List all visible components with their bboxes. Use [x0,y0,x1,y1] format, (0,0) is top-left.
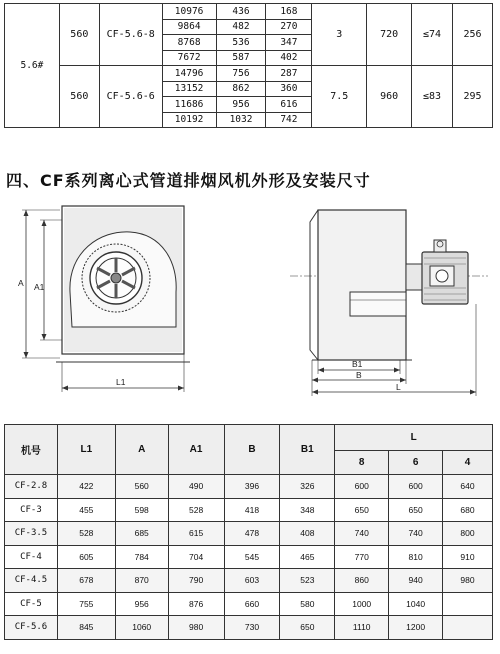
col-header-a: A [115,425,168,475]
spec-cell: 360 [266,81,312,97]
table-cell: 1060 [115,616,168,640]
fan-drawings [0,192,500,414]
table-cell: 1000 [335,592,389,616]
table-cell: 580 [280,592,335,616]
table-row [5,592,493,616]
spec-cell: 1032 [216,112,266,128]
table-cell: 980 [443,569,493,593]
spec-cell: 862 [216,81,266,97]
spec-cell: 168 [266,4,312,20]
spec-cell: 956 [216,97,266,113]
table-row [5,545,493,569]
model-cell: CF-3.5 [5,522,58,546]
table-cell: 755 [57,592,115,616]
table-cell: 455 [57,498,115,522]
spec-noise-cell: ≤74 [412,4,453,66]
table-cell: 860 [335,569,389,593]
table-cell: 615 [168,522,224,546]
label-b: B [356,370,362,380]
spec-cell: 616 [266,97,312,113]
table-cell: 870 [115,569,168,593]
table-row [5,616,493,640]
table-cell: 560 [115,475,168,499]
front-view-drawing [22,206,190,392]
table-cell [443,616,493,640]
table-cell: 800 [443,522,493,546]
spec-cell: 11686 [162,97,216,113]
table-cell: 876 [168,592,224,616]
spec-noise-cell: ≤83 [412,66,453,128]
model-cell: CF-3 [5,498,58,522]
table-cell: 528 [57,522,115,546]
table-cell: 1040 [389,592,443,616]
table-cell: 396 [224,475,280,499]
table-cell: 740 [335,522,389,546]
table-cell: 603 [224,569,280,593]
table-cell: 956 [115,592,168,616]
spec-cell: 756 [216,66,266,82]
spec-cell: 436 [216,4,266,20]
table-cell: 740 [389,522,443,546]
side-view-drawing [290,210,488,396]
col-header-b: B [224,425,280,475]
table-cell: 478 [224,522,280,546]
spec-weight-cell: 256 [453,4,493,66]
motor-mount [406,264,424,290]
col-header-model: 机号 [5,425,58,475]
spec-table [4,3,493,128]
table-cell: 940 [389,569,443,593]
model-cell: CF-2.8 [5,475,58,499]
col-header-b1: B1 [280,425,335,475]
spec-cell: 8768 [162,35,216,51]
spec-cell: 287 [266,66,312,82]
table-cell: 845 [57,616,115,640]
col-header-l: L [335,425,493,451]
side-outlet [350,292,406,316]
table-cell: 910 [443,545,493,569]
table-row [5,569,493,593]
model-cell: CF-4.5 [5,569,58,593]
spec-cell: 742 [266,112,312,128]
spec-model-cell: CF-5.6-8 [99,4,162,66]
spec-cell: 10192 [162,112,216,128]
table-cell: 598 [115,498,168,522]
label-l: L [396,382,401,392]
table-cell: 600 [389,475,443,499]
table-cell: 1110 [335,616,389,640]
table-cell: 1200 [389,616,443,640]
table-row [5,498,493,522]
spec-cell: 9864 [162,19,216,35]
spec-cell: 10976 [162,4,216,20]
table-cell: 650 [389,498,443,522]
motor-shaft-circle [436,270,448,282]
table-cell: 465 [280,545,335,569]
side-arrows [312,368,476,395]
spec-cell: 347 [266,35,312,51]
spec-cell: 14796 [162,66,216,82]
col-header-l1: L1 [57,425,115,475]
table-cell: 600 [335,475,389,499]
table-cell: 810 [389,545,443,569]
table-cell: 980 [168,616,224,640]
model-cell: CF-5 [5,592,58,616]
dim-header-row [5,425,493,451]
table-cell: 685 [115,522,168,546]
label-b1: B1 [352,359,363,369]
side-housing [318,210,406,360]
table-cell [443,592,493,616]
spec-cell: 587 [216,50,266,66]
col-header-l-4: 4 [443,451,493,475]
table-cell: 650 [280,616,335,640]
spec-cell: 7672 [162,50,216,66]
spec-power-cell: 3 [312,4,367,66]
col-header-a1: A1 [168,425,224,475]
table-cell: 523 [280,569,335,593]
table-cell: 704 [168,545,224,569]
label-l1: L1 [116,377,126,387]
table-cell: 790 [168,569,224,593]
spec-power-cell: 7.5 [312,66,367,128]
table-cell: 770 [335,545,389,569]
spec-cell: 402 [266,50,312,66]
spec-rpm-cell: 960 [367,66,412,128]
table-row [5,522,493,546]
dimension-table [4,424,493,640]
table-cell: 408 [280,522,335,546]
table-cell: 418 [224,498,280,522]
table-cell: 326 [280,475,335,499]
spec-col1-cell: 560 [59,66,99,128]
col-header-l-6: 6 [389,451,443,475]
spec-row [5,66,493,82]
spec-cell: 536 [216,35,266,51]
spec-model-cell: CF-5.6-6 [99,66,162,128]
section-heading: 四、CF系列离心式管道排烟风机外形及安装尺寸 [6,171,371,190]
table-cell: 650 [335,498,389,522]
side-inlet-lip [310,210,318,360]
dimension-table-body [5,475,493,640]
spec-cell: 482 [216,19,266,35]
model-cell: CF-4 [5,545,58,569]
label-a1: A1 [34,282,45,292]
table-cell: 545 [224,545,280,569]
table-cell: 680 [443,498,493,522]
table-row [5,475,493,499]
table-cell: 605 [57,545,115,569]
spec-rpm-cell: 720 [367,4,412,66]
hub-circle [111,273,121,283]
table-cell: 640 [443,475,493,499]
table-cell: 660 [224,592,280,616]
col-header-l-8: 8 [335,451,389,475]
table-cell: 678 [57,569,115,593]
spec-cell: 13152 [162,81,216,97]
table-cell: 730 [224,616,280,640]
table-cell: 422 [57,475,115,499]
label-a: A [18,278,24,288]
model-cell: CF-5.6 [5,616,58,640]
table-cell: 784 [115,545,168,569]
spec-weight-cell: 295 [453,66,493,128]
spec-col1-cell: 560 [59,4,99,66]
table-cell: 348 [280,498,335,522]
spec-cell: 270 [266,19,312,35]
table-cell: 528 [168,498,224,522]
motor-lug [434,240,446,252]
table-cell: 490 [168,475,224,499]
spec-size-cell: 5.6# [5,4,60,128]
spec-row [5,4,493,20]
